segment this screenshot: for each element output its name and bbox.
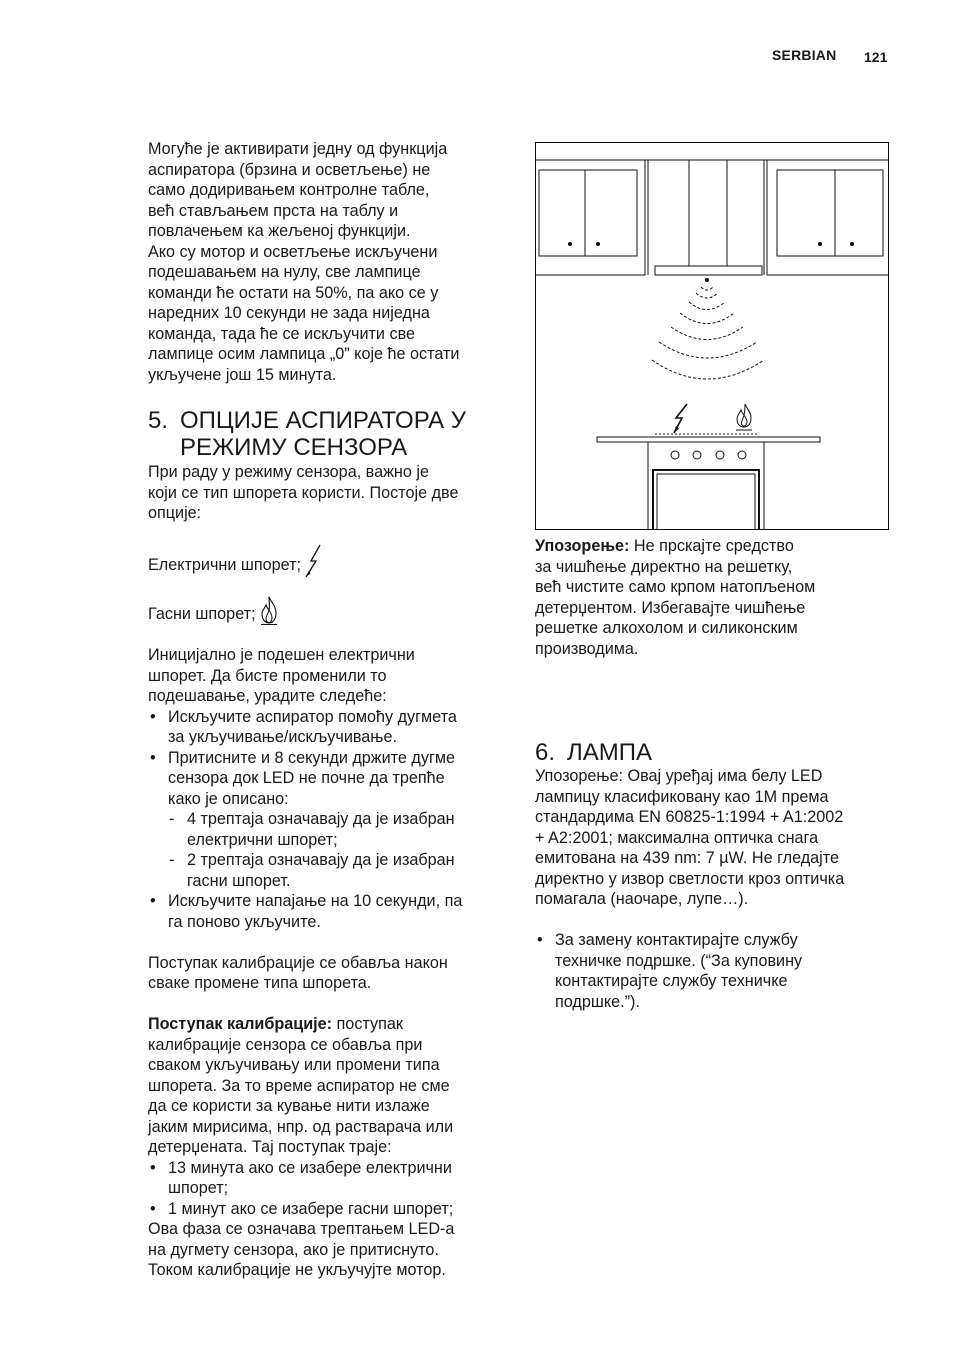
text-line: помагала (наочаре, лупе…). bbox=[535, 890, 749, 908]
section5-intro bbox=[148, 462, 518, 524]
text-line: га поново укључите. bbox=[168, 912, 321, 931]
text-line: опције: bbox=[148, 504, 202, 522]
list-item bbox=[148, 707, 518, 748]
electric-hob-label: Електрични шпорет; bbox=[148, 555, 302, 574]
list-item bbox=[168, 809, 518, 850]
text-line: стандардима EN 60825-1:1994 + A1:2002 bbox=[535, 808, 844, 826]
text-line: како је описано: bbox=[168, 789, 289, 808]
text-fragment: поступак bbox=[332, 1015, 403, 1033]
calibration-bold-label: Поступак калибрације: bbox=[148, 1015, 333, 1033]
change-steps-list bbox=[148, 707, 518, 933]
text-line: на дугмету сензора, ако је притиснуто. bbox=[148, 1240, 439, 1259]
section6-heading bbox=[535, 739, 895, 766]
text-line bbox=[535, 536, 895, 557]
list-item bbox=[168, 850, 518, 891]
section-number: 6. bbox=[535, 739, 556, 766]
text-line: лампицу класификовану као 1M према bbox=[535, 787, 829, 806]
text-line: шпорет. Да бисте променили то bbox=[148, 666, 387, 685]
text-line: за чишћење директно на решетку, bbox=[535, 557, 793, 576]
list-item bbox=[148, 1158, 518, 1199]
text-line: емитована на 439 nm: 7 µW. Не гледајте bbox=[535, 849, 840, 867]
text-line: електрични шпорет; bbox=[187, 830, 338, 849]
text-line: Могуће је активирати једну од функција bbox=[148, 140, 448, 158]
text-line: детерџената. Тај поступак траје: bbox=[148, 1138, 392, 1156]
text-line: • За замену контактирајте службу bbox=[555, 931, 798, 949]
warning-bold-label: Упозорење: bbox=[535, 537, 630, 555]
calibration-note bbox=[148, 953, 518, 994]
calibration-end bbox=[148, 1219, 518, 1281]
text-line: који се тип шпорета користи. Постоје две bbox=[148, 483, 459, 502]
text-line: само додиривањем контролне табле, bbox=[148, 181, 430, 199]
lamp-paragraph bbox=[535, 766, 895, 910]
text-line: Упозорење: Овај уређај има белу LED bbox=[535, 767, 823, 785]
text-line: Ако су мотор и осветљење искључени bbox=[148, 242, 438, 261]
text-line: решетке алкохолом и силиконским bbox=[535, 619, 798, 637]
left-column bbox=[148, 139, 518, 1281]
gas-hob-label: Гасни шпорет; bbox=[148, 605, 256, 623]
text-line: повлачењем ка жељеној функцији. bbox=[148, 222, 411, 240]
electric-hob-option bbox=[148, 544, 518, 575]
change-setting-intro bbox=[148, 645, 518, 707]
text-line: директно у извор светлости кроз оптичка bbox=[535, 869, 845, 888]
section-title-line: ОПЦИЈЕ АСПИРАТОРА У bbox=[180, 407, 467, 434]
text-line: - 4 трептаја означавају да је изабран bbox=[187, 810, 455, 828]
text-line: лампице осим лампица „0” које ће остати bbox=[148, 345, 460, 363]
text-line: Ова фаза се означава трептањем LED-а bbox=[148, 1220, 455, 1238]
text-line: техничке подршке. (“За куповину bbox=[555, 951, 803, 970]
text-line: аспиратора (брзина и осветљење) не bbox=[148, 160, 431, 179]
text-line: шпорет; bbox=[168, 1179, 229, 1197]
section-title: ЛАМПА bbox=[567, 739, 653, 766]
text-line: наредних 10 секунди не зада ниједна bbox=[148, 304, 430, 322]
text-line: сензора док LED не почне да трепће bbox=[168, 769, 445, 787]
text-line: већ стављањем прста на таблу и bbox=[148, 201, 399, 220]
gas-hob-option bbox=[148, 596, 518, 625]
lightning-icon bbox=[304, 544, 324, 578]
list-item bbox=[148, 748, 518, 892]
text-line: производима. bbox=[535, 639, 639, 658]
text-line: подешавањем на нулу, све лампице bbox=[148, 263, 421, 281]
sub-list bbox=[168, 809, 518, 891]
text-line: већ чистите само крпом натопљеном bbox=[535, 578, 816, 596]
calibration-procedure bbox=[148, 1014, 518, 1158]
right-column bbox=[535, 536, 895, 1012]
text-line: јаким мирисима, нпр. од растварача или bbox=[148, 1117, 454, 1136]
list-item bbox=[148, 891, 518, 932]
page-number: 121 bbox=[864, 49, 888, 65]
text-line: Иницијално је подешен електрични bbox=[148, 646, 415, 664]
text-line: • Притисните и 8 секунди држите дугме bbox=[168, 748, 455, 767]
calibration-duration-list bbox=[148, 1158, 518, 1220]
text-line: • 1 минут ако се изабере гасни шпорет; bbox=[168, 1199, 454, 1218]
lamp-service-list bbox=[535, 930, 895, 1012]
text-line: сваке промене типа шпорета. bbox=[148, 974, 372, 992]
section-title-line: РЕЖИМУ СЕНЗОРА bbox=[180, 434, 408, 461]
header-language: SERBIAN bbox=[772, 47, 837, 63]
text-line: да се користи за кување нити излаже bbox=[148, 1097, 430, 1115]
text-line: + A2:2001; максимална оптичка снага bbox=[535, 828, 819, 847]
section-number: 5. bbox=[148, 407, 169, 434]
text-line: гасни шпорет. bbox=[187, 871, 291, 890]
cleaning-warning bbox=[535, 536, 895, 659]
list-item bbox=[148, 1199, 518, 1220]
text-line: команда, тада ће се искључити све bbox=[148, 324, 415, 343]
text-fragment: Не прскајте средство bbox=[629, 537, 794, 555]
section5-heading bbox=[148, 407, 518, 461]
text-line: контактирајте службу техничке bbox=[555, 972, 788, 990]
text-line: • Искључите аспиратор помоћу дугмета bbox=[168, 707, 457, 726]
text-line: подршке.”). bbox=[555, 992, 640, 1011]
text-line: за укључивање/искључивање. bbox=[168, 728, 397, 746]
text-line: сваком укључивању или промени типа bbox=[148, 1056, 440, 1074]
text-line: калибрације сензора се обавља при bbox=[148, 1035, 423, 1054]
text-line: детерџентом. Избегавајте чишћење bbox=[535, 598, 806, 617]
text-line: Поступак калибрације се обавља након bbox=[148, 953, 448, 972]
text-line: • 13 минута ако се изабере електрични bbox=[168, 1158, 452, 1177]
text-line: При раду у режиму сензора, важно је bbox=[148, 463, 429, 481]
kitchen-hood-illustration bbox=[535, 142, 889, 530]
intro-paragraph bbox=[148, 139, 518, 385]
text-line: укључене још 15 минута. bbox=[148, 365, 337, 384]
text-line: шпорета. За то време аспиратор не сме bbox=[148, 1076, 450, 1095]
list-item bbox=[535, 930, 895, 1012]
text-line bbox=[148, 1014, 518, 1035]
text-line: команди ће остати на 50%, па ако се у bbox=[148, 283, 439, 302]
text-line: подешавање, урадите следеће: bbox=[148, 687, 387, 705]
text-line: • Искључите напајање на 10 секунди, па bbox=[168, 892, 463, 910]
text-line: - 2 трептаја означавају да је изабран bbox=[187, 851, 455, 869]
flame-icon bbox=[259, 596, 279, 626]
text-line: Током калибрације не укључујте мотор. bbox=[148, 1261, 446, 1279]
